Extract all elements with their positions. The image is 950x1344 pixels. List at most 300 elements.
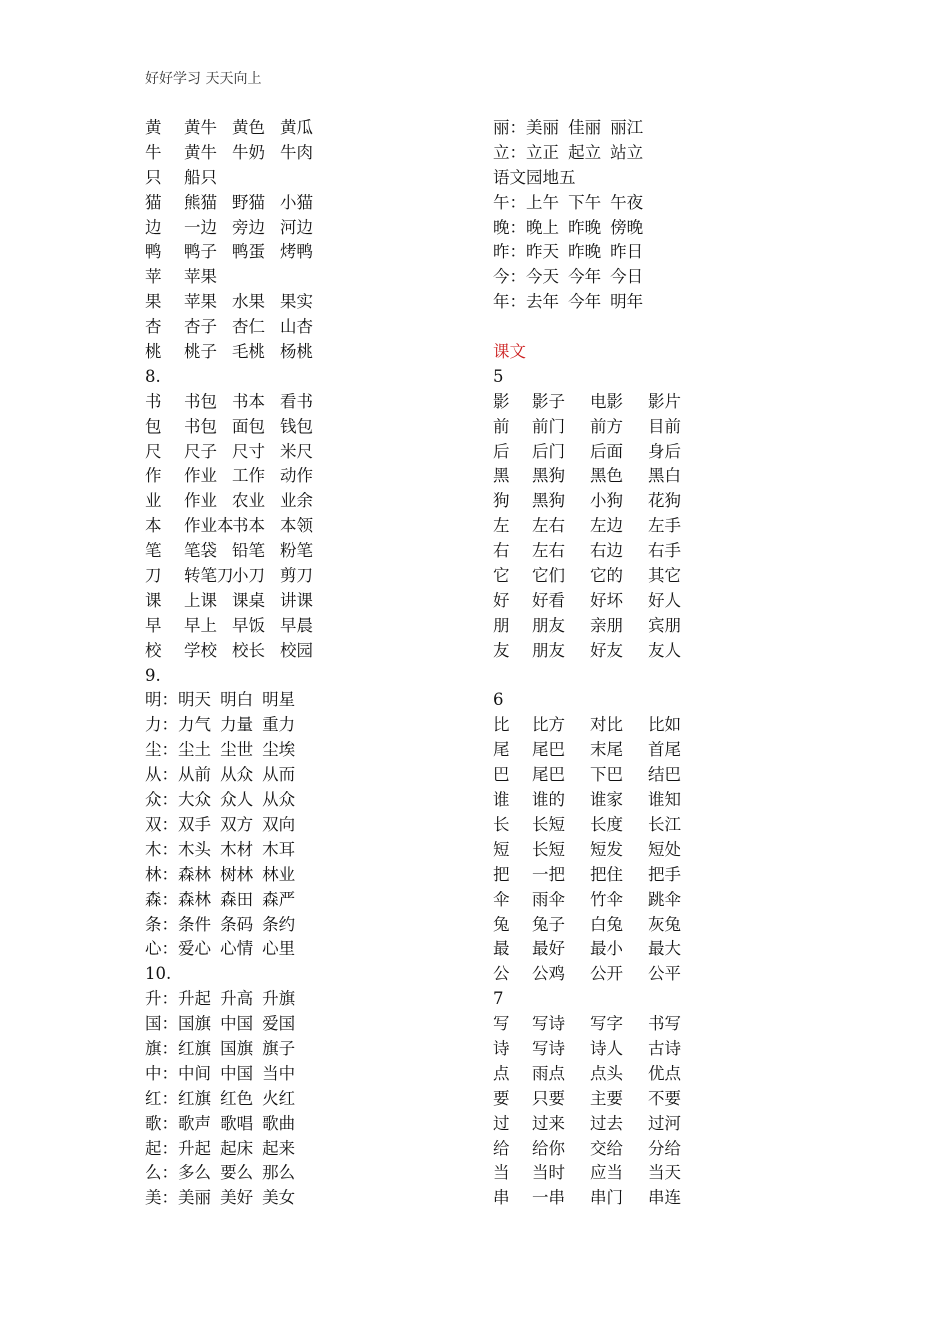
vocab-line xyxy=(145,888,328,913)
vocab-line xyxy=(493,415,706,440)
vocab-word: 苹果 xyxy=(184,267,217,287)
vocab-line xyxy=(145,141,328,166)
vocab-word: 结巴 xyxy=(648,765,681,785)
vocab-word: 丽江 xyxy=(610,118,644,137)
vocab-word: 条约 xyxy=(262,914,296,934)
vocab-line xyxy=(145,813,328,838)
vocab-word: 红旗 xyxy=(178,1038,211,1058)
vocab-word: 船只 xyxy=(184,167,217,187)
vocab-character: 牛 xyxy=(145,142,162,162)
vocab-word: 书包 xyxy=(184,391,217,411)
vocab-word: 黄牛 xyxy=(184,118,217,137)
vocab-word: 从众 xyxy=(262,790,296,810)
vocab-character: 它 xyxy=(493,566,510,586)
vocab-word: 昨日 xyxy=(610,242,644,262)
vocab-word: 明星 xyxy=(262,690,296,710)
vocab-character: 尺 xyxy=(145,441,162,461)
vocab-character: 美： xyxy=(145,1188,178,1208)
vocab-word: 歌唱 xyxy=(220,1113,254,1133)
vocab-line xyxy=(493,514,706,539)
vocab-word: 前门 xyxy=(532,416,565,436)
vocab-word: 亲朋 xyxy=(590,615,623,635)
vocab-word: 一串 xyxy=(532,1188,565,1208)
vocab-word: 电影 xyxy=(590,391,623,411)
vocab-character: 诗 xyxy=(493,1038,510,1058)
vocab-line xyxy=(493,1186,706,1211)
vocab-word: 好坏 xyxy=(590,590,623,610)
vocab-character: 影 xyxy=(493,391,510,411)
vocab-line xyxy=(145,713,328,738)
vocab-word: 诗人 xyxy=(590,1038,623,1058)
vocab-word: 好人 xyxy=(648,590,681,610)
vocab-line xyxy=(145,1062,328,1087)
vocab-word: 把手 xyxy=(648,864,681,884)
vocab-character: 巴 xyxy=(493,765,510,785)
vocab-character: 森： xyxy=(145,889,178,909)
vocab-character: 立： xyxy=(493,142,526,162)
vocab-word: 中国 xyxy=(220,1014,254,1034)
vocab-line xyxy=(493,191,706,216)
vocab-line xyxy=(493,440,706,465)
vocab-line xyxy=(145,1012,328,1037)
vocab-word: 从前 xyxy=(178,765,211,785)
vocab-word: 写字 xyxy=(590,1014,623,1034)
vocab-word: 今日 xyxy=(610,267,644,287)
vocab-word: 尾巴 xyxy=(532,740,565,760)
vocab-word: 长江 xyxy=(648,814,681,834)
vocab-word: 学校 xyxy=(184,640,217,660)
vocab-word: 苹果 xyxy=(184,292,217,312)
vocab-word: 水果 xyxy=(232,292,265,312)
vocab-word: 条码 xyxy=(220,914,254,934)
vocab-word: 佳丽 xyxy=(568,118,602,137)
vocab-word: 写诗 xyxy=(532,1014,565,1034)
vocab-word: 花狗 xyxy=(648,491,681,511)
vocab-character: 晚： xyxy=(493,217,526,237)
vocab-character: 从： xyxy=(145,765,178,785)
vocab-word: 谁知 xyxy=(648,790,681,810)
right-column xyxy=(493,116,706,1211)
vocab-word: 后面 xyxy=(590,441,623,461)
vocab-word: 升起 xyxy=(178,989,211,1009)
vocab-word: 午夜 xyxy=(610,192,644,212)
vocab-word: 杨桃 xyxy=(280,342,313,362)
vocab-line xyxy=(145,738,328,763)
vocab-character: 把 xyxy=(493,864,510,884)
vocab-word: 右手 xyxy=(648,541,681,561)
vocab-line xyxy=(145,440,328,465)
vocab-word: 优点 xyxy=(648,1063,681,1083)
vocab-word: 尺子 xyxy=(184,441,217,461)
vocab-word: 长短 xyxy=(532,839,565,859)
vocab-word: 美好 xyxy=(220,1188,254,1208)
vocab-character: 课 xyxy=(145,590,162,610)
vocab-word: 最好 xyxy=(532,939,565,959)
vocab-word: 尺寸 xyxy=(232,441,265,461)
vocab-line xyxy=(145,788,328,813)
vocab-word: 森严 xyxy=(262,889,296,909)
vocab-word: 书写 xyxy=(648,1014,681,1034)
vocab-line xyxy=(493,614,706,639)
vocab-line xyxy=(145,216,328,241)
vocab-word: 下午 xyxy=(568,192,602,212)
vocab-word: 雨伞 xyxy=(532,889,565,909)
vocab-line xyxy=(493,1062,706,1087)
vocab-word: 过去 xyxy=(590,1113,623,1133)
vocab-word: 国旗 xyxy=(178,1014,211,1034)
vocab-line xyxy=(145,863,328,888)
vocab-word: 友人 xyxy=(648,640,681,660)
vocab-word: 森林 xyxy=(178,889,211,909)
vocab-word: 黄色 xyxy=(232,118,265,137)
vocab-line xyxy=(145,464,328,489)
vocab-line xyxy=(145,639,328,664)
vocab-word: 起来 xyxy=(262,1138,296,1158)
vocab-word: 起立 xyxy=(568,142,602,162)
vocab-line xyxy=(493,738,706,763)
vocab-character: 好 xyxy=(493,590,510,610)
vocab-word: 左边 xyxy=(590,516,623,536)
vocab-word: 爱心 xyxy=(178,939,211,959)
vocab-character: 午： xyxy=(493,192,526,212)
vocab-line xyxy=(493,888,706,913)
vocab-line xyxy=(493,290,706,315)
vocab-word: 看书 xyxy=(280,391,313,411)
left-column xyxy=(145,116,328,1211)
vocab-line xyxy=(145,315,328,340)
vocab-line xyxy=(145,166,328,191)
vocab-line xyxy=(493,788,706,813)
vocab-word: 本领 xyxy=(280,516,313,536)
vocab-word: 昨天 xyxy=(526,242,559,262)
vocab-word: 黑色 xyxy=(590,466,623,486)
vocab-word: 木材 xyxy=(220,839,254,859)
vocab-word: 早上 xyxy=(184,615,217,635)
vocab-word: 跳伞 xyxy=(648,889,681,909)
vocab-word: 心里 xyxy=(262,939,296,959)
vocab-word: 铅笔 xyxy=(232,541,265,561)
vocab-character: 鸭 xyxy=(145,242,162,262)
vocab-word: 当中 xyxy=(262,1063,296,1083)
vocab-word: 野猫 xyxy=(232,192,265,212)
vocab-character: 兔 xyxy=(493,914,510,934)
vocab-word: 早饭 xyxy=(232,615,265,635)
vocab-line xyxy=(145,265,328,290)
vocab-word: 升旗 xyxy=(262,989,296,1009)
vocab-word: 竹伞 xyxy=(590,889,623,909)
vocab-word: 力气 xyxy=(178,715,211,735)
vocab-character: 心： xyxy=(145,939,178,959)
page-header: 好好学习 天天向上 xyxy=(145,71,262,87)
vocab-word: 朋友 xyxy=(532,615,565,635)
vocab-line xyxy=(493,763,706,788)
vocab-word: 昨晚 xyxy=(568,217,602,237)
lesson-title: 7 xyxy=(493,989,504,1009)
vocab-word: 宾朋 xyxy=(648,615,681,635)
vocab-word: 右边 xyxy=(590,541,623,561)
vocab-word: 末尾 xyxy=(590,740,623,760)
vocab-line xyxy=(145,564,328,589)
vocab-word: 河边 xyxy=(280,217,313,237)
vocab-word: 短处 xyxy=(648,839,681,859)
vocab-word: 左右 xyxy=(532,541,565,561)
vocab-line xyxy=(145,1087,328,1112)
lesson-title: 10. xyxy=(145,964,172,984)
vocab-line xyxy=(493,589,706,614)
vocab-character: 书 xyxy=(145,391,162,411)
vocab-word: 烤鸭 xyxy=(280,242,313,262)
vocab-word: 尘世 xyxy=(220,740,254,760)
vocab-word: 当天 xyxy=(648,1163,681,1183)
vocab-word: 笔袋 xyxy=(184,541,217,561)
vocab-word: 美丽 xyxy=(178,1188,211,1208)
vocab-word: 爱国 xyxy=(262,1014,296,1034)
vocab-word: 左手 xyxy=(648,516,681,536)
vocab-word: 今年 xyxy=(568,267,602,287)
vocab-word: 众人 xyxy=(220,790,254,810)
vocab-line xyxy=(145,614,328,639)
vocab-line xyxy=(145,763,328,788)
vocab-word: 黑狗 xyxy=(532,466,565,486)
vocab-word: 白兔 xyxy=(590,914,623,934)
vocab-word: 比如 xyxy=(648,715,681,735)
vocab-character: 木： xyxy=(145,839,178,859)
vocab-character: 包 xyxy=(145,416,162,436)
vocab-character: 公 xyxy=(493,964,510,984)
vocab-word: 红旗 xyxy=(178,1088,211,1108)
vocab-character: 校 xyxy=(145,640,162,660)
vocab-character: 笔 xyxy=(145,541,162,561)
vocab-word: 火红 xyxy=(262,1088,296,1108)
vocab-word: 晚上 xyxy=(526,217,559,237)
vocab-word: 只要 xyxy=(532,1088,565,1108)
vocab-word: 公鸡 xyxy=(532,964,565,984)
vocab-line xyxy=(493,713,706,738)
vocab-word: 黄瓜 xyxy=(280,118,313,137)
vocab-word: 作业 xyxy=(184,466,217,486)
vocab-line xyxy=(493,863,706,888)
vocab-character: 业 xyxy=(145,491,162,511)
vocab-word: 尘埃 xyxy=(262,740,296,760)
vocab-character: 尘： xyxy=(145,740,178,760)
vocab-word: 后门 xyxy=(532,441,565,461)
vocab-character: 比 xyxy=(493,715,510,735)
vocab-character: 歌： xyxy=(145,1113,178,1133)
vocab-character: 长 xyxy=(493,814,510,834)
vocab-character: 桃 xyxy=(145,342,162,362)
vocab-line xyxy=(493,1161,706,1186)
vocab-character: 前 xyxy=(493,416,510,436)
vocab-word: 给你 xyxy=(532,1138,565,1158)
vocab-character: 明： xyxy=(145,690,178,710)
vocab-character: 狗 xyxy=(493,491,510,511)
vocab-word: 钱包 xyxy=(280,416,313,436)
vocab-word: 点头 xyxy=(590,1063,623,1083)
vocab-word: 去年 xyxy=(526,292,559,312)
vocab-word: 目前 xyxy=(648,416,681,436)
vocab-word: 书包 xyxy=(184,416,217,436)
vocab-word: 课桌 xyxy=(232,590,265,610)
vocab-character: 昨： xyxy=(493,242,526,262)
vocab-character: 起： xyxy=(145,1138,178,1158)
vocab-word: 作业 xyxy=(184,491,217,511)
vocab-character: 林： xyxy=(145,864,178,884)
vocab-word: 今年 xyxy=(568,292,602,312)
vocab-character: 年： xyxy=(493,292,526,312)
vocab-character: 朋 xyxy=(493,615,510,635)
vocab-word: 谁的 xyxy=(532,790,565,810)
vocab-word: 鸭蛋 xyxy=(232,242,265,262)
vocab-word: 旁边 xyxy=(232,217,265,237)
vocab-character: 只 xyxy=(145,167,162,187)
vocab-word: 米尺 xyxy=(280,441,313,461)
vocab-word: 过来 xyxy=(532,1113,565,1133)
vocab-word: 动作 xyxy=(280,466,313,486)
vocab-character: 后 xyxy=(493,441,510,461)
vocab-word: 小猫 xyxy=(280,192,313,212)
vocab-word: 站立 xyxy=(610,142,644,162)
vocab-word: 重力 xyxy=(262,715,296,735)
vocab-word: 树林 xyxy=(220,864,254,884)
vocab-line xyxy=(493,1012,706,1037)
vocab-word: 作业本 xyxy=(184,516,234,536)
vocab-word: 校园 xyxy=(280,640,313,660)
vocab-word: 主要 xyxy=(590,1088,623,1108)
vocab-character: 要 xyxy=(493,1088,510,1108)
vocab-line xyxy=(493,1112,706,1137)
vocab-word: 升起 xyxy=(178,1138,211,1158)
vocab-line xyxy=(493,265,706,290)
vocab-line xyxy=(145,589,328,614)
vocab-character: 猫 xyxy=(145,192,162,212)
vocab-word: 面包 xyxy=(232,416,265,436)
vocab-character: 早 xyxy=(145,615,162,635)
vocab-word: 串门 xyxy=(590,1188,623,1208)
vocab-word: 杏子 xyxy=(184,317,217,337)
vocab-line xyxy=(493,390,706,415)
vocab-word: 早晨 xyxy=(280,615,313,635)
vocab-line xyxy=(493,913,706,938)
vocab-word: 讲课 xyxy=(280,590,313,610)
vocab-character: 最 xyxy=(493,939,510,959)
vocab-line xyxy=(145,340,328,365)
vocab-word: 剪刀 xyxy=(280,566,313,586)
vocab-character: 众： xyxy=(145,790,178,810)
vocab-word: 交给 xyxy=(590,1138,623,1158)
vocab-word: 鸭子 xyxy=(184,242,217,262)
vocab-line xyxy=(145,913,328,938)
vocab-word: 森田 xyxy=(220,889,254,909)
vocab-character: 作 xyxy=(145,466,162,486)
vocab-word: 双方 xyxy=(220,814,254,834)
vocab-word: 美女 xyxy=(262,1188,296,1208)
vocab-word: 明年 xyxy=(610,292,644,312)
vocab-word: 上午 xyxy=(526,192,559,212)
vocab-character: 条： xyxy=(145,914,178,934)
vocab-word: 不要 xyxy=(648,1088,681,1108)
vocab-character: 刀 xyxy=(145,566,162,586)
vocab-word: 从众 xyxy=(220,765,254,785)
vocab-character: 边 xyxy=(145,217,162,237)
vocab-character: 旗： xyxy=(145,1038,178,1058)
vocab-word: 古诗 xyxy=(648,1038,681,1058)
vocab-word: 公平 xyxy=(648,964,681,984)
vocab-word: 心情 xyxy=(220,939,254,959)
vocab-word: 前方 xyxy=(590,416,623,436)
vocab-character: 力： xyxy=(145,715,178,735)
vocab-word: 书本 xyxy=(232,391,265,411)
vocab-word: 牛奶 xyxy=(232,142,265,162)
vocab-line xyxy=(145,1037,328,1062)
vocab-word: 上课 xyxy=(184,590,217,610)
vocab-word: 美丽 xyxy=(526,118,559,137)
vocab-word: 昨晚 xyxy=(568,242,602,262)
vocab-word: 尘土 xyxy=(178,740,211,760)
vocab-line xyxy=(493,141,706,166)
vocab-word: 木头 xyxy=(178,839,211,859)
lesson-title: 5 xyxy=(493,366,504,386)
vocab-line xyxy=(493,116,706,141)
vocab-word: 其它 xyxy=(648,566,681,586)
vocab-word: 长度 xyxy=(590,814,623,834)
vocab-word: 条件 xyxy=(178,914,211,934)
vocab-word: 公开 xyxy=(590,964,623,984)
lesson-title: 语文园地五 xyxy=(493,167,576,187)
vocab-word: 分给 xyxy=(648,1138,681,1158)
vocab-line xyxy=(145,1112,328,1137)
vocab-word: 朋友 xyxy=(532,640,565,660)
vocab-character: 过 xyxy=(493,1113,510,1133)
vocab-character: 短 xyxy=(493,839,510,859)
blank-line xyxy=(493,315,706,340)
vocab-line xyxy=(493,240,706,265)
vocab-character: 果 xyxy=(145,292,162,312)
vocab-line xyxy=(493,937,706,962)
vocab-character: 右 xyxy=(493,541,510,561)
vocab-character: 给 xyxy=(493,1138,510,1158)
vocab-word: 要么 xyxy=(220,1163,254,1183)
vocab-word: 中间 xyxy=(178,1063,211,1083)
vocab-word: 力量 xyxy=(220,715,254,735)
vocab-word: 杏仁 xyxy=(232,317,265,337)
vocab-line xyxy=(145,489,328,514)
vocab-word: 双手 xyxy=(178,814,211,834)
vocab-word: 山杏 xyxy=(280,317,313,337)
vocab-character: 写 xyxy=(493,1014,510,1034)
vocab-word: 工作 xyxy=(232,466,265,486)
vocab-word: 黑狗 xyxy=(532,491,565,511)
vocab-character: 当 xyxy=(493,1163,510,1183)
vocab-word: 校长 xyxy=(232,640,265,660)
vocab-word: 从而 xyxy=(262,765,296,785)
vocab-word: 起床 xyxy=(220,1138,254,1158)
vocab-line xyxy=(145,539,328,564)
vocab-character: 升： xyxy=(145,989,178,1009)
vocab-word: 那么 xyxy=(262,1163,296,1183)
vocab-line xyxy=(145,937,328,962)
vocab-word: 左右 xyxy=(532,516,565,536)
vocab-word: 好友 xyxy=(590,640,623,660)
vocab-word: 一把 xyxy=(532,864,565,884)
vocab-word: 小狗 xyxy=(590,491,623,511)
vocab-word: 林业 xyxy=(262,864,296,884)
section-heading: 课文 xyxy=(493,342,526,362)
vocab-line xyxy=(493,216,706,241)
vocab-word: 影片 xyxy=(648,391,681,411)
vocab-word: 下巴 xyxy=(590,765,623,785)
vocab-word: 身后 xyxy=(648,441,681,461)
vocab-character: 黑 xyxy=(493,466,510,486)
